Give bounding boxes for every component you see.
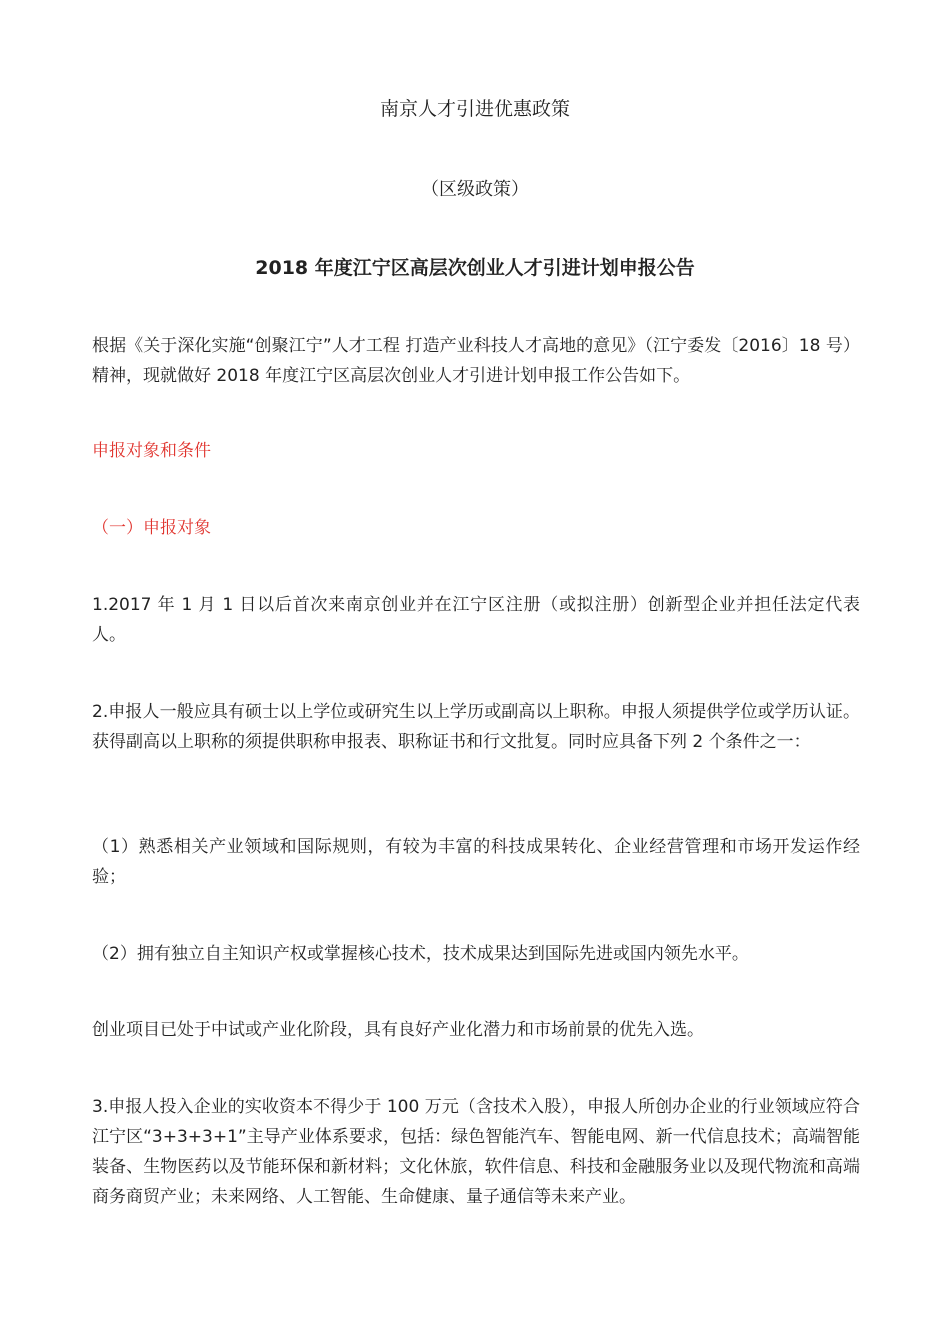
document-subtitle: （区级政策） xyxy=(421,179,529,200)
subsection-heading: （一）申报对象 xyxy=(92,518,211,538)
item-2-paragraph: 2.申报人一般应具有硕士以上学位或研究生以上学历或副高以上职称。申报人须提供学位或学历认证。获得副高以上职称的须提供职称申报表、职称证书和行文批复。同时应具备下列 2 个条件之一： xyxy=(92,702,860,752)
item-1-paragraph: 1.2017 年 1 月 1 日以后首次来南京创业并在江宁区注册（或拟注册）创新型企业并担任法定代表人。 xyxy=(92,595,860,645)
announcement-title: 2018 年度江宁区高层次创业人才引进计划申报公告 xyxy=(255,257,695,279)
item-3-paragraph: 3.申报人投入企业的实收资本不得少于 100 万元（含技术入股），申报人所创办企业的行业领域应符合江宁区“3+3+3+1”主导产业体系要求，包括：绿色智能汽车、智能电网、新一代信息技术；高端智能装备、生物医药以及节能环保和新材料；文化休旅，软件信息、科技和金融服务业以及现代物流和高端商务商贸产业；未来网络、人工智能、生命健康、量子通信等未来产业。 xyxy=(92,1097,860,1207)
item-2-note-paragraph: 创业项目已处于中试或产业化阶段，具有良好产业化潜力和市场前景的优先入选。 xyxy=(92,1020,704,1040)
item-2-1-paragraph: （1）熟悉相关产业领域和国际规则，有较为丰富的科技成果转化、企业经营管理和市场开发运作经验； xyxy=(92,837,860,887)
intro-paragraph: 根据《关于深化实施“创聚江宁”人才工程 打造产业科技人才高地的意见》（江宁委发〔2016〕18 号）精神，现就做好 2018 年度江宁区高层次创业人才引进计划申报工作公告如下。 xyxy=(92,336,860,386)
section-heading: 申报对象和条件 xyxy=(92,441,211,461)
document-title: 南京人才引进优惠政策 xyxy=(379,98,570,120)
item-2-2-paragraph: （2）拥有独立自主知识产权或掌握核心技术，技术成果达到国际先进或国内领先水平。 xyxy=(92,944,749,964)
